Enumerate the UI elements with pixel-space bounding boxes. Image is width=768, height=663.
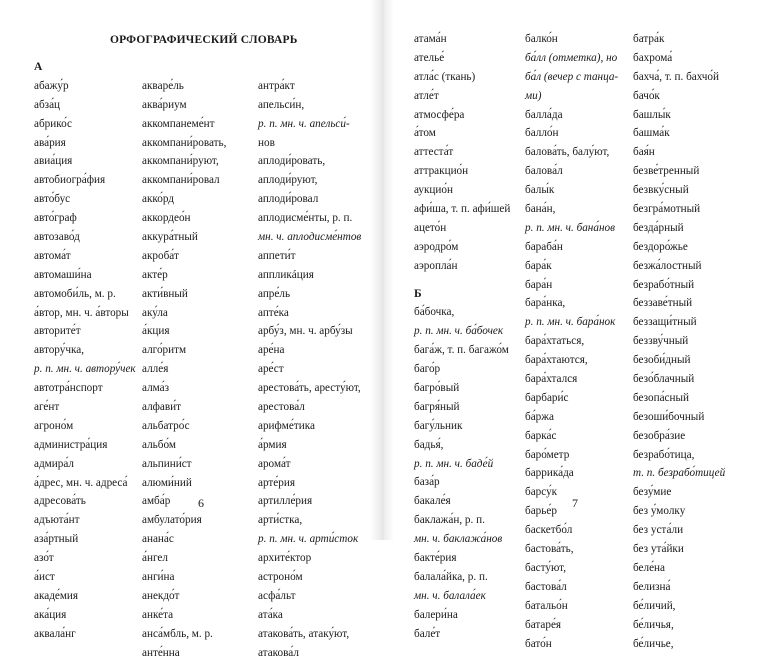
dictionary-entry: без ута́йки <box>633 543 684 556</box>
dictionary-entry: беле́на <box>633 561 666 574</box>
dictionary-entry: агроно́м <box>34 419 74 432</box>
dictionary-entry: арти́стка, <box>258 514 303 527</box>
dictionary-entry: аза́ртный <box>34 533 79 546</box>
dictionary-entry: бага́ж, т. п. багажо́м <box>414 344 509 357</box>
dictionary-entry: анекдо́т <box>142 589 180 602</box>
dictionary-entry: аттракцио́н <box>414 165 469 178</box>
dictionary-entry: анги́на <box>142 571 175 584</box>
word-column-1 <box>414 30 510 644</box>
page-number: 6 <box>198 496 204 510</box>
dictionary-entry: алго́ритм <box>142 344 187 357</box>
dictionary-entry: бале́т <box>414 627 441 640</box>
dictionary-entry: аккомпанеме́нт <box>142 117 215 130</box>
dictionary-entry: автотра́нспорт <box>34 382 103 395</box>
dictionary-entry: а́ист <box>34 571 55 584</box>
dictionary-entry: бакте́рия <box>414 552 457 565</box>
dictionary-entry: автомоби́ль, м. р. <box>34 287 116 300</box>
dictionary-entry: аэродро́м <box>414 240 459 253</box>
word-column-2 <box>525 30 618 653</box>
dictionary-entry: мн. ч. балала́ек <box>414 589 486 602</box>
dictionary-entry: бара́хтался <box>525 373 578 386</box>
dictionary-entry: беззву́чный <box>633 335 689 348</box>
section-letter: А <box>34 61 43 73</box>
dictionary-entry: аккордео́н <box>142 212 191 225</box>
word-column-3 <box>258 58 361 663</box>
dictionary-entry: аре́ст <box>258 363 284 376</box>
dictionary-entry: альбатро́с <box>142 419 190 432</box>
dictionary-entry: анса́мбль, м. р. <box>142 627 213 640</box>
dictionary-entry: асфа́льт <box>258 589 296 602</box>
dictionary-entry: арбу́з, мн. ч. арбу́зы <box>258 325 353 338</box>
dictionary-entry: альбо́м <box>142 438 176 451</box>
dictionary-entry: атмосфе́ра <box>414 108 465 121</box>
dictionary-entry: бато́н <box>525 637 552 650</box>
dictionary-entry: барка́с <box>525 429 557 442</box>
dictionary-entry: барбари́с <box>525 391 569 404</box>
dictionary-entry: безжа́лостный <box>633 259 702 272</box>
dictionary-entry: р. п. мн. ч. ба́бочек <box>414 325 504 338</box>
dictionary-entry: безрабо́тный <box>633 278 695 291</box>
dictionary-entry: батра́к <box>633 33 665 45</box>
dictionary-entry: арифме́тика <box>258 419 315 432</box>
dictionary-entry: безоши́бочный <box>633 410 705 423</box>
dictionary-entry: ата́ка <box>258 608 283 621</box>
dictionary-entry: балла́да <box>525 108 563 121</box>
section-letter: Б <box>414 287 422 300</box>
dictionary-entry: безоби́дный <box>633 354 691 367</box>
dictionary-entry: безо́блачный <box>633 373 695 386</box>
dictionary-entry: аппети́т <box>258 249 296 262</box>
dictionary-entry: акте́р <box>142 268 168 281</box>
dictionary-entry: бастова́л <box>525 580 567 593</box>
word-column-3 <box>633 30 725 653</box>
dictionary-entry: артилле́рия <box>258 495 313 508</box>
dictionary-entry: р. п. мн. ч. автору́чек <box>34 363 136 376</box>
dictionary-entry: аплоди́руют, <box>258 174 318 187</box>
dictionary-entry: аукцио́н <box>414 184 453 197</box>
dictionary-entry: бахрома́ <box>633 51 673 64</box>
dictionary-entry: бара́н <box>525 278 553 291</box>
dictionary-entry: аэропла́н <box>414 259 458 272</box>
left-page <box>0 0 384 659</box>
dictionary-entry: безрабо́тица, <box>633 448 695 461</box>
dictionary-entry: бахча́, т. п. бахчо́й <box>633 70 720 83</box>
dictionary-entry: а́нгел <box>142 552 168 565</box>
dictionary-entry: а́втор, мн. ч. а́вторы <box>34 306 129 319</box>
dictionary-entry: башлы́к <box>633 108 671 121</box>
dictionary-entry: аккомпани́ровать, <box>142 136 227 149</box>
dictionary-entry: балко́н <box>525 33 558 45</box>
dictionary-entry: азо́т <box>34 552 54 565</box>
dictionary-entry: бездоро́жье <box>633 240 688 253</box>
dictionary-entry: аква́риум <box>142 98 187 111</box>
dictionary-entry: арестова́л <box>258 401 305 414</box>
dictionary-entry: ба́ржа <box>525 410 554 423</box>
dictionary-entry: багро́вый <box>414 382 460 395</box>
dictionary-entry: бастова́ть, <box>525 543 574 556</box>
dictionary-entry: балова́л <box>525 165 563 178</box>
dictionary-entry: р. п. мн. ч. баде́й <box>414 457 494 470</box>
dictionary-entry: авиа́ция <box>34 155 73 168</box>
dictionary-entry: багу́льник <box>414 419 463 432</box>
dictionary-entry: беззащи́тный <box>633 316 697 329</box>
dictionary-entry: аге́нт <box>34 401 60 414</box>
dictionary-entry: адъюта́нт <box>34 514 80 527</box>
dictionary-entry: амба́р <box>142 495 171 508</box>
dictionary-entry: арте́рия <box>258 476 295 489</box>
dictionary-entry: акко́рд <box>142 193 174 206</box>
dictionary-entry: басту́ют, <box>525 561 567 574</box>
dictionary-entry: батаре́я <box>525 618 562 631</box>
dictionary-entry: ака́ция <box>34 608 67 621</box>
gutter-shadow <box>384 0 394 540</box>
dictionary-entry: атле́т <box>414 89 439 102</box>
dictionary-entry: бара́нка, <box>525 297 566 310</box>
dictionary-entry: аккура́тный <box>142 231 198 244</box>
dictionary-entry: без уста́ли <box>633 524 684 537</box>
dictionary-entry: абза́ц <box>34 98 61 111</box>
dictionary-entry: аплоди́ровать, <box>258 155 326 168</box>
dictionary-entry: аппликáция <box>258 268 314 281</box>
column-spacer <box>142 58 226 77</box>
dictionary-entry: бадья́, <box>414 438 444 451</box>
dictionary-entry: атакова́ть, атаку́ют, <box>258 627 350 640</box>
dictionary-entry: бара́к <box>525 259 552 272</box>
dictionary-entry: арестова́ть, аресту́ют, <box>258 382 361 395</box>
dictionary-entry: мн. ч. баклaжа́нов <box>414 533 503 546</box>
dictionary-entry: алле́я <box>142 363 169 376</box>
dictionary-entry: автома́т <box>34 249 71 262</box>
dictionary-entry: без у́молку <box>633 505 686 518</box>
dictionary-entry: аквaре́ль <box>142 79 184 92</box>
dictionary-entry: аку́ла <box>142 306 168 319</box>
dictionary-entry: бая́н <box>633 146 655 159</box>
dictionary-entry: администра́ция <box>34 438 108 451</box>
dictionary-entry: т. п. безрабо́тицей <box>633 467 726 480</box>
gutter-shadow <box>370 0 384 540</box>
dictionary-entry: атакова́л <box>258 646 299 659</box>
dictionary-entry: автобиогра́фия <box>34 174 106 187</box>
dictionary-entry: безве́тренный <box>633 165 700 178</box>
dictionary-entry: баго́р <box>414 363 441 376</box>
dictionary-entry: бе́личье, <box>633 637 674 650</box>
dictionary-entry: архите́ктор <box>258 552 312 565</box>
dictionary-entry: адресова́ть <box>34 495 86 508</box>
dictionary-entry: авто́бус <box>34 193 71 206</box>
dictionary-entry: акти́вный <box>142 287 188 300</box>
dictionary-entry: безвку́сный <box>633 184 689 197</box>
dictionary-entry: автомаши́на <box>34 268 92 281</box>
dictionary-entry: акаде́мия <box>34 589 79 602</box>
dictionary-entry: безгра́мотный <box>633 203 701 216</box>
dictionary-entry: атла́с (ткань) <box>414 70 476 83</box>
dictionary-entry: р. п. мн. ч. бара́нок <box>525 316 616 329</box>
dictionary-entry: апре́ль <box>258 287 291 300</box>
dictionary-entry: батальо́н <box>525 599 568 612</box>
dictionary-entry: баскетбо́л <box>525 524 573 537</box>
dictionary-entry: анте́нна <box>142 646 180 659</box>
dictionary-entry: абрико́с <box>34 117 72 130</box>
dictionary-entry: барье́р <box>525 505 557 518</box>
dictionary-entry: аплоди́ровал <box>258 193 319 206</box>
dictionary-entry: безда́рный <box>633 221 684 234</box>
right-page <box>384 0 768 650</box>
dictionary-entry: баклaжа́н, р. п. <box>414 514 485 527</box>
dictionary-entry: автозаво́д <box>34 231 80 244</box>
dictionary-entry: безу́мие <box>633 486 672 499</box>
dictionary-entry: алма́з <box>142 382 170 395</box>
dictionary-entry: альпини́ст <box>142 457 192 470</box>
dictionary-entry: бачо́к <box>633 89 660 102</box>
dictionary-entry: балова́ть, балу́ют, <box>525 146 610 159</box>
dictionary-entry: аккомпани́ровал <box>142 174 220 187</box>
dictionary-entry: аквала́нг <box>34 627 76 640</box>
dictionary-entry: авторите́т <box>34 325 81 338</box>
dictionary-entry: р. п. мн. ч. бана́нов <box>525 221 615 234</box>
dictionary-entry: апельси́н, <box>258 98 305 111</box>
page-title: ОРФОГРАФИЧЕСКИЙ СЛОВАРЬ <box>110 34 298 46</box>
dictionary-entry: р. п. мн. ч. апельси́- <box>258 117 350 130</box>
dictionary-entry: бара́хтаться, <box>525 335 585 348</box>
dictionary-entry: беззаве́тный <box>633 297 693 310</box>
dictionary-entry: баро́метр <box>525 448 570 461</box>
dictionary-entry: безобра́зие <box>633 429 686 442</box>
dictionary-entry: безопа́сный <box>633 391 690 404</box>
dictionary-entry: а́том <box>414 127 436 140</box>
dictionary-entry: абажу́р <box>34 79 69 92</box>
dictionary-entry: арома́т <box>258 457 291 470</box>
dictionary-entry: афи́ша, т. п. афи́шей <box>414 203 511 216</box>
page-number: 7 <box>572 496 578 510</box>
dictionary-entry: р. п. мн. ч. арти́сток <box>258 533 359 546</box>
word-column-2 <box>142 58 226 663</box>
dictionary-entry: амбулато́рия <box>142 514 202 527</box>
dictionary-entry: мн. ч. аплодисме́нтов <box>258 231 362 244</box>
dictionary-entry: балала́йка, р. п. <box>414 570 488 583</box>
word-column-1 <box>34 58 136 644</box>
dictionary-entry: аре́на <box>258 344 285 357</box>
section-gap <box>414 276 510 285</box>
dictionary-entry: алюми́ний <box>142 476 192 489</box>
dictionary-entry: бе́личья, <box>633 618 674 631</box>
dictionary-entry: астроно́м <box>258 571 303 584</box>
dictionary-entry: база́р <box>414 476 440 489</box>
dictionary-entry: ацето́н <box>414 221 447 234</box>
dictionary-entry: бана́н, <box>525 203 556 216</box>
dictionary-entry: а́кция <box>142 325 170 338</box>
dictionary-entry: анана́с <box>142 533 174 546</box>
dictionary-entry: антра́кт <box>258 79 295 92</box>
dictionary-entry: баррика́да <box>525 467 574 480</box>
dictionary-entry: автору́чка, <box>34 344 84 357</box>
dictionary-entry: атама́н <box>414 33 447 45</box>
dictionary-entry: багря́ный <box>414 400 460 413</box>
dictionary-entry: аттеста́т <box>414 146 454 159</box>
dictionary-entry: алфави́т <box>142 401 182 414</box>
dictionary-entry: белизна́ <box>633 580 671 593</box>
dictionary-entry: аплодисме́нты, р. п. <box>258 212 353 225</box>
dictionary-entry: башма́к <box>633 127 670 140</box>
column-spacer <box>258 58 361 77</box>
dictionary-entry: балери́на <box>414 608 458 621</box>
dictionary-entry: балло́н <box>525 127 559 140</box>
dictionary-entry: ателье́ <box>414 51 445 64</box>
dictionary-entry: бакале́я <box>414 495 451 508</box>
dictionary-entry: бараба́н <box>525 240 563 253</box>
dictionary-entry: аккомпани́руют, <box>142 155 219 168</box>
dictionary-entry: а́рмия <box>258 438 287 451</box>
dictionary-entry: нов <box>258 136 275 149</box>
dictionary-entry: барсу́к <box>525 486 558 499</box>
dictionary-entry: анке́та <box>142 608 174 621</box>
dictionary-entry: акроба́т <box>142 249 179 262</box>
dictionary-entry: ми) <box>525 89 542 102</box>
dictionary-entry: бара́хтаются, <box>525 354 588 367</box>
dictionary-entry: апте́ка <box>258 306 289 319</box>
dictionary-entry: ава́рия <box>34 136 66 149</box>
dictionary-entry: адмира́л <box>34 457 74 470</box>
dictionary-entry: ба́бочка, <box>414 306 455 319</box>
dictionary-entry: бе́личий, <box>633 599 676 612</box>
dictionary-entry: ба́л (вечер с танца- <box>525 70 619 83</box>
dictionary-entry: авто́граф <box>34 212 77 225</box>
dictionary-entry: а́дрес, мн. ч. адреса́ <box>34 476 128 489</box>
dictionary-entry: балы́к <box>525 184 555 197</box>
dictionary-entry: ба́лл (отметка), но <box>525 51 618 64</box>
